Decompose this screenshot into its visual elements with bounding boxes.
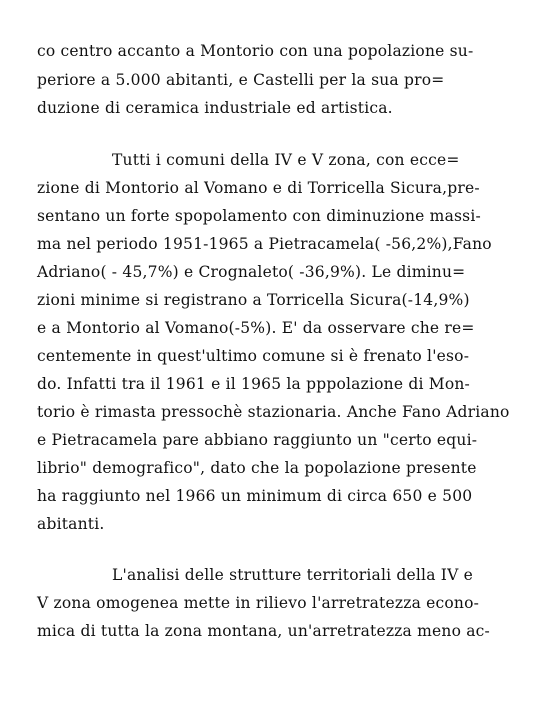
text-line-14: e Pietracamela pare abbiano raggiunto un "certo equi-	[37, 431, 478, 449]
text-line-9: zioni minime si registrano a Torricella Sicura(-14,9%)	[37, 291, 470, 309]
text-line-1: co centro accanto a Montorio con una popolazione su-	[37, 42, 474, 60]
text-line-10: e a Montorio al Vomano(-5%). E' da osservare che re=	[37, 319, 475, 337]
text-line-18: L'analisi delle strutture territoriali della IV e	[112, 566, 473, 584]
text-line-12: do. Infatti tra il 1961 e il 1965 la pppolazione di Mon-	[37, 375, 470, 393]
text-line-17: abitanti.	[37, 515, 105, 533]
text-line-3: duzione di ceramica industriale ed artistica.	[37, 99, 393, 117]
text-line-11: centemente in quest'ultimo comune si è frenato l'eso-	[37, 347, 470, 365]
text-line-13: torio è rimasta pressochè stazionaria. Anche Fano Adriano	[37, 403, 510, 421]
text-line-8: Adriano( - 45,7%) e Crognaleto( -36,9%). Le diminu=	[37, 263, 466, 281]
text-line-5: zione di Montorio al Vomano e di Torricella Sicura,pre-	[37, 179, 480, 197]
text-line-16: ha raggiunto nel 1966 un minimum di circa 650 e 500	[37, 487, 473, 505]
text-line-2: periore a 5.000 abitanti, e Castelli per la sua pro=	[37, 71, 445, 89]
text-line-19: V zona omogenea mette in rilievo l'arretratezza econo-	[37, 594, 480, 612]
text-line-7: ma nel periodo 1951-1965 a Pietracamela( -56,2%),Fano	[37, 235, 492, 253]
text-line-20: mica di tutta la zona montana, un'arretratezza meno ac-	[37, 622, 490, 640]
text-line-15: librio" demografico", dato che la popolazione presente	[37, 459, 477, 477]
text-line-4: Tutti i comuni della IV e V zona, con ecce=	[112, 151, 460, 169]
text-line-6: sentano un forte spopolamento con diminuzione massi-	[37, 207, 481, 225]
